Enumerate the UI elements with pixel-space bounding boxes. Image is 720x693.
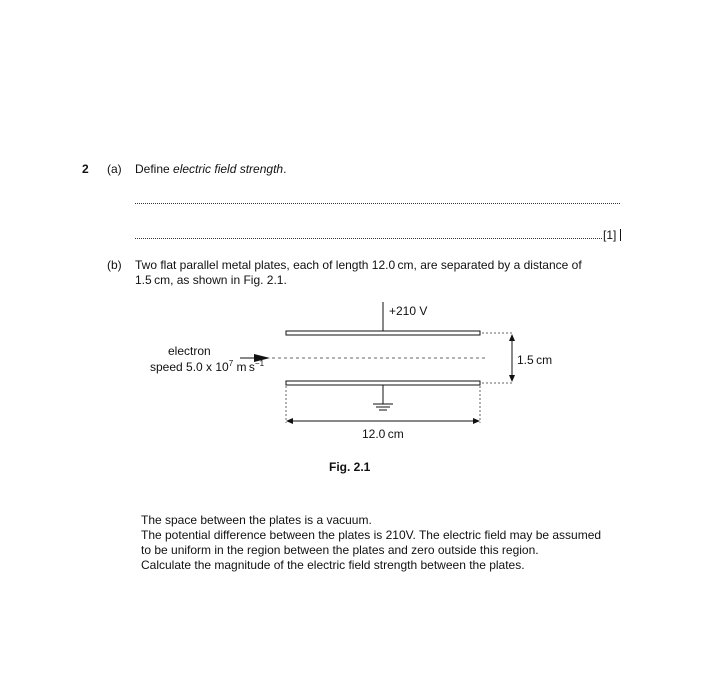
top-plate [286, 331, 480, 335]
body-line-4: Calculate the magnitude of the electric field strength between the plates. [141, 558, 525, 572]
body-line-3: to be uniform in the region between the plates and zero outside this region. [141, 543, 539, 557]
speed-prefix: speed 5.0 x 10 [150, 360, 229, 374]
part-a-prompt-prefix: Define [135, 162, 174, 176]
speed-exponent: 7 [228, 359, 234, 368]
speed-label [150, 360, 264, 374]
part-b-line-1: Two flat parallel metal plates, each of length 12.0 cm, are separated by a distance of [135, 258, 582, 272]
length-label: 12.0 cm [362, 427, 404, 441]
body-line-2: The potential difference between the plates is 210V. The electric field may be assumed [141, 528, 602, 542]
part-a-prompt-suffix: . [283, 162, 287, 176]
bottom-plate [286, 381, 480, 385]
speed-unit: m s [233, 360, 255, 374]
body-line-1: The space between the plates is a vacuum. [141, 513, 372, 527]
part-b-label: (b) [107, 258, 122, 272]
part-a-prompt-emphasis: electric field strength [173, 162, 284, 176]
part-a-marks: [1] [603, 228, 617, 242]
electron-label: electron [168, 344, 211, 358]
speed-unit-exponent: −1 [254, 359, 265, 368]
question-number: 2 [82, 162, 89, 176]
voltage-label: +210 V [389, 304, 428, 318]
figure-caption: Fig. 2.1 [329, 460, 371, 474]
part-b-line-2: 1.5 cm, as shown in Fig. 2.1. [135, 273, 287, 287]
part-a-label: (a) [107, 162, 122, 176]
separation-label: 1.5 cm [517, 353, 553, 367]
ground-symbol [373, 404, 393, 410]
